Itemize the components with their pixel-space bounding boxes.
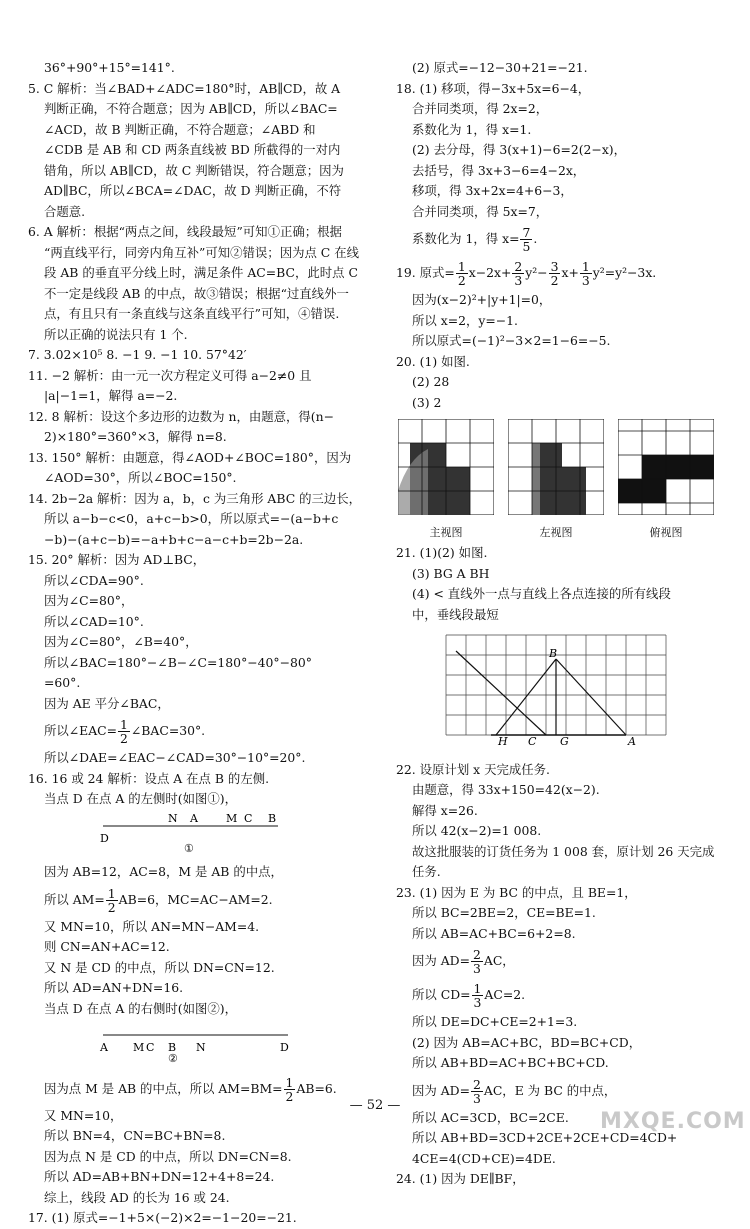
- text-line: 所以 AB+BD=3CD+2CE+2CE+CD=4CD+: [412, 1130, 678, 1145]
- left-block-3: [28, 862, 370, 883]
- text-line: 因为点 N 是 CD 的中点，所以 DN=CN=8.: [44, 1148, 292, 1164]
- text-line: 6. A 解析：根据“两点之间，线段最短”可知①正确；根据: [28, 224, 342, 239]
- text-line: 不一定是线段 AB 的中点，故③错误；根据“过直线外一: [44, 285, 349, 301]
- text-line: ∠ACD，故 B 判断正确，不符合题意；∠ABD 和: [44, 121, 316, 137]
- text-line: 11. −2 解析：由一元一次方程定义可得 a−2≠0 且: [28, 367, 312, 383]
- text-line: 任务.: [412, 864, 441, 879]
- text-line: 4CE=4(CD+CE)=4DE.: [412, 1150, 556, 1166]
- text-line: 所以 x=2，y=−1.: [412, 312, 518, 328]
- seg1-caption: ①: [184, 841, 194, 854]
- seg1-label-N: N: [168, 813, 178, 825]
- text-line: −b)−(a+c−b)=−a+b+c−a−c+b=2b−2a.: [44, 531, 304, 547]
- segment-figure-1: [98, 814, 288, 854]
- seg1-label-B: B: [268, 813, 277, 825]
- grid-label-A: A: [628, 735, 636, 747]
- text-line: =60°.: [44, 675, 81, 690]
- front-view-label: 主视图: [429, 525, 463, 539]
- seg2-label-N: N: [196, 1041, 206, 1054]
- seg1-label-M: M: [226, 813, 238, 825]
- left-block-2: [28, 748, 370, 810]
- grid-label-H: H: [498, 735, 508, 747]
- text-line: “两直线平行，同旁内角互补”可知②错误；因为点 C 在线: [44, 244, 360, 260]
- text-line: 判断正确，不符合题意；因为 AB∥CD，所以∠BAC=: [44, 101, 338, 116]
- text-line: 所以∠CAD=10°.: [44, 613, 144, 629]
- right-block-4: [396, 760, 730, 945]
- text-line: 所以 DE=DC+CE=2+1=3.: [412, 1014, 578, 1029]
- text-line: (2) 因为 AB=AC+BC，BD=BC+CD，: [412, 1034, 642, 1050]
- seg2-label-A: A: [100, 1041, 108, 1054]
- text-line: 因为 AB=12，AC=8，M 是 AB 的中点，: [44, 864, 283, 879]
- text-line: ∠AOD=30°，所以∠BOC=150°.: [44, 470, 237, 485]
- text-line: 合并同类项，得 2x=2，: [412, 101, 549, 116]
- left-view-label: 左视图: [539, 525, 573, 539]
- text-line: 16. 16 或 24 解析：设点 A 在点 B 的左侧.: [28, 770, 270, 786]
- text-line: 所以 AD=AN+DN=16.: [44, 980, 184, 995]
- text-line: 18. (1) 移项，得−3x+5x=6−4，: [396, 80, 591, 96]
- q19-line: 19. 原式= $\frac{1}{2}$ x−2x+ $\frac{2}{3}$ y²− $\frac{3}{2}$ x+ $\frac{1}{3}$ y²=y²−3x.: [396, 259, 657, 288]
- left-view: [508, 419, 604, 543]
- left-block-5: [28, 1106, 370, 1229]
- text-line: 段 AB 的垂直平分线上时，满足条件 AC=BC，此时点 C: [44, 265, 358, 280]
- text-line: 由题意，得 33x+150=42(x−2).: [412, 782, 600, 797]
- frac-line: 所以∠EAC= $\frac{1}{2}$ ∠BAC=30°.: [44, 717, 206, 746]
- right-block-2: [396, 290, 730, 413]
- front-view: [398, 419, 494, 543]
- seg1-label-A: A: [190, 813, 198, 825]
- text-line: 12. 8 解析：设这个多边形的边数为 n，由题意，得(n−: [28, 408, 335, 424]
- text-line: 所以正确的说法只有 1 个.: [44, 326, 188, 342]
- text-line: 17. (1) 原式=−1+5×(−2)×2=−1−20=−21.: [28, 1210, 297, 1225]
- text-line: 因为∠C=80°，∠B=40°，: [44, 634, 198, 649]
- right-column: [396, 58, 730, 1190]
- text-line: 所以∠BAC=180°−∠B−∠C=180°−40°−80°: [44, 654, 312, 670]
- text-line: 又 N 是 CD 的中点，所以 DN=CN=12.: [44, 959, 275, 975]
- right-block-1: [396, 58, 730, 222]
- left-view-grid: [508, 419, 604, 515]
- text-line: 合题意.: [44, 203, 86, 219]
- text-line: (2) 去分母，得 3(x+1)−6=2(2−x)，: [412, 142, 627, 157]
- text-line: 则 CN=AN+AC=12.: [44, 939, 170, 954]
- text-line: 21. (1)(2) 如图.: [396, 545, 488, 560]
- frac-line: 因为 AD= $\frac{2}{3}$ AC，: [412, 947, 515, 976]
- text-line: 所以 AD=AB+BN+DN=12+4+8=24.: [44, 1169, 275, 1184]
- top-view-grid: [618, 419, 714, 515]
- right-block-5: [396, 1012, 730, 1074]
- seg2-label-B: B: [168, 1041, 177, 1054]
- text-line: 2)×180°=360°×3，解得 n=8.: [44, 429, 227, 444]
- seg1-label-C: C: [244, 813, 253, 825]
- text-line: 所以 AB=AC+BC=6+2=8.: [412, 925, 576, 941]
- page-number: — 52 —: [349, 1098, 401, 1113]
- text-line: 所以原式=(−1)²−3×2=1−6=−5.: [412, 333, 611, 348]
- grid-label-G: G: [560, 735, 569, 747]
- text-line: 14. 2b−2a 解析：因为 a，b，c 为三角形 ABC 的三边长，: [28, 490, 362, 506]
- text-line: |a|−1=1，解得 a=−2.: [44, 388, 178, 403]
- text-line: 23. (1) 因为 E 为 BC 的中点，且 BE=1，: [396, 884, 637, 900]
- text-line: 所以 a−b−c<0，a+c−b>0，所以原式=−(a−b+c: [44, 511, 339, 526]
- text-line: 所以∠DAE=∠EAC−∠CAD=30°−10°=20°.: [44, 750, 306, 765]
- left-block-4: [28, 917, 370, 1020]
- text-line: (3) BG A BH: [412, 565, 490, 581]
- seg1-label-D: D: [100, 831, 109, 845]
- frac-line: 因为点 M 是 AB 的中点，所以 AM=BM= $\frac{1}{2}$ AB=6.: [44, 1074, 337, 1104]
- text-line: 又 MN=10，所以 AN=MN−AM=4.: [44, 918, 260, 934]
- grid-label-C: C: [528, 735, 537, 747]
- text-line: 7. 3.02×10⁵ 8. −1 9. −1 10. 57°42′: [28, 347, 247, 362]
- text-line: 又 MN=10，: [44, 1107, 123, 1123]
- q21-grid-figure: [436, 631, 686, 747]
- text-line: 错角，所以 AB∥CD，故 C 判断错误，符合题意；因为: [44, 162, 344, 178]
- text-line: 20. (1) 如图.: [396, 353, 470, 369]
- text-line: 36°+90°+15°=141°.: [44, 60, 175, 75]
- text-line: 当点 D 在点 A 的左侧时(如图①)，: [44, 791, 237, 806]
- text-line: AD∥BC，所以∠BCA=∠DAC，故 D 判断正确，不符: [44, 183, 342, 198]
- frac-line: 所以 CD= $\frac{1}{3}$ AC=2.: [412, 981, 526, 1010]
- top-view: [618, 419, 714, 543]
- text-line: (3) 2: [412, 394, 442, 410]
- text-line: 移项，得 3x+2x=4+6−3，: [412, 183, 573, 198]
- right-block-3: [396, 543, 730, 625]
- text-line: (4) < 直线外一点与直线上各点连接的所有线段: [412, 586, 671, 601]
- frac-line: 所以 AM= $\frac{1}{2}$ AB=6，MC=AC−AM=2.: [44, 885, 273, 915]
- text-line: 所以∠CDA=90°.: [44, 572, 144, 588]
- text-line: 所以 BN=4，CN=BC+BN=8.: [44, 1128, 226, 1143]
- three-views: [398, 419, 730, 543]
- text-line: 所以 BC=2BE=2，CE=BE=1.: [412, 905, 596, 920]
- text-line: 系数化为 1，得 x=1.: [412, 121, 532, 137]
- watermark: MXQE.COM: [600, 1109, 746, 1134]
- text-line: 解得 x=26.: [412, 802, 478, 818]
- text-line: (2) 28: [412, 374, 450, 389]
- text-line: (2) 原式=−12−30+21=−21.: [412, 60, 588, 75]
- text-line: 5. C 解析：当∠BAD+∠ADC=180°时，AB∥CD，故 A: [28, 80, 341, 96]
- seg2-label-D: D: [280, 1041, 289, 1054]
- top-view-label: 俯视图: [649, 525, 683, 539]
- seg2-label-M: M: [133, 1041, 145, 1054]
- fraction: $\frac{1}{2}$: [120, 717, 128, 746]
- text-line: ∠CDB 是 AB 和 CD 两条直线被 BD 所截得的一对内: [44, 142, 341, 157]
- text-line: 合并同类项，得 5x=7，: [412, 203, 549, 219]
- text-line: 24. (1) 因为 DE∥BF，: [396, 1171, 525, 1186]
- text-line: 当点 D 在点 A 的右侧时(如图②)，: [44, 1000, 237, 1016]
- frac-line: 系数化为 1，得 x= $\frac{7}{5}$ .: [412, 225, 538, 254]
- text-line: 点，有且只有一条直线与这条直线平行”可知，④错误.: [44, 306, 340, 321]
- left-block-1: [28, 58, 370, 714]
- text-line: 综上，线段 AD 的长为 16 或 24.: [44, 1189, 230, 1205]
- text-line: 因为(x−2)²+|y+1|=0，: [412, 292, 552, 307]
- text-line: 15. 20° 解析：因为 AD⊥BC，: [28, 552, 206, 567]
- frac-line: 因为 AD= $\frac{2}{3}$ AC，E 为 BC 的中点，: [412, 1076, 617, 1106]
- text-line: 13. 150° 解析：由题意，得∠AOD+∠BOC=180°，因为: [28, 449, 352, 465]
- seg2-caption: ②: [168, 1052, 178, 1063]
- text-line: 因为 AE 平分∠BAC，: [44, 695, 170, 711]
- segment-figure-2: [98, 1023, 298, 1063]
- text-line: 中，垂线段最短: [412, 606, 499, 622]
- seg2-label-C: C: [146, 1041, 155, 1054]
- text-line: 所以 AC=3CD，BC=2CE.: [412, 1109, 569, 1125]
- text-line: 去括号，得 3x+3−6=4−2x，: [412, 162, 586, 178]
- left-column: [28, 58, 370, 1229]
- text-line: 故这批服装的订货任务为 1 008 套，原计划 26 天完成: [412, 843, 715, 859]
- front-view-grid: [398, 419, 494, 515]
- text-line: 因为∠C=80°，: [44, 593, 134, 608]
- text-line: 所以 AB+BD=AC+BC+BC+CD.: [412, 1055, 609, 1070]
- grid-label-B: B: [549, 647, 558, 660]
- text-line: 22. 设原计划 x 天完成任务.: [396, 761, 550, 777]
- text-line: 所以 42(x−2)=1 008.: [412, 823, 542, 838]
